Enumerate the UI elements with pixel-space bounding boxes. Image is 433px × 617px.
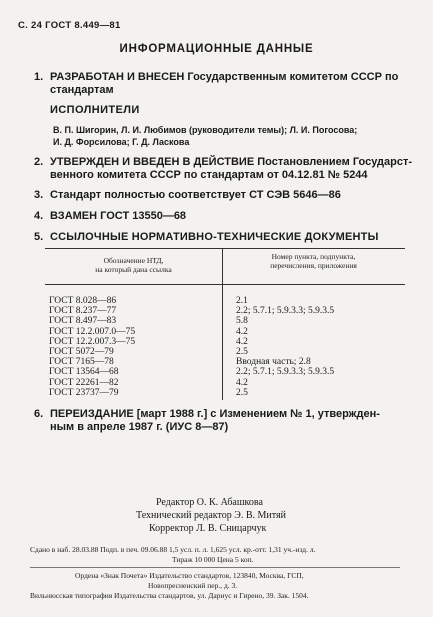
table-cell-reference: 2.2; 5.7.1; 5.9.3.3; 5.9.3.5 [236, 367, 335, 378]
section-1-line1: РАЗРАБОТАН И ВНЕСЕН Государственным комитетом СССР по [50, 71, 399, 83]
page-header: С. 24 ГОСТ 8.449—81 [18, 20, 121, 31]
table-header-col2-line2: перечисления, приложения [270, 261, 357, 270]
section-4-text: ВЗАМЕН ГОСТ 13550—68 [50, 210, 187, 222]
table-cell-reference: 2.5 [236, 347, 248, 357]
table-cell-document: ГОСТ 12.2.007.0—75 [49, 326, 136, 337]
table-cell-reference: 2.5 [236, 387, 248, 398]
section-6-number: 6. [34, 408, 44, 420]
imprint-line2: Тираж 10 000 Цена 5 коп. [172, 555, 254, 564]
table-top-rule [45, 248, 405, 249]
section-2-line2: венного комитета СССР по стандартам от 04.12.81 № 5244 [50, 169, 368, 181]
table-cell-reference: Вводная часть; 2.8 [236, 357, 311, 368]
section-2-line1: УТВЕРЖДЕН И ВВЕДЕН В ДЕЙСТВИЕ Постановлением Государст- [50, 156, 413, 168]
table-header-col1-line1: Обозначение НТД, [103, 256, 164, 265]
executors-heading: ИСПОЛНИТЕЛИ [50, 104, 140, 116]
table-cell-reference: 2.1 [236, 296, 248, 306]
table-cell-document: ГОСТ 7165—78 [49, 357, 114, 368]
section-2-number: 2. [34, 156, 44, 168]
proofreader-line: Корректор Л. В. Сницарчук [149, 523, 267, 534]
table-cell-document: ГОСТ 8.237—77 [49, 306, 117, 317]
table-cell-document: ГОСТ 8.497—83 [49, 316, 117, 327]
imprint-divider [30, 567, 400, 568]
page-title: ИНФОРМАЦИОННЫЕ ДАННЫЕ [119, 43, 314, 55]
table-cell-reference: 5.8 [236, 316, 248, 327]
table-cell-document: ГОСТ 22261—82 [49, 377, 119, 388]
table-cell-reference: 2.2; 5.7.1; 5.9.3.3; 5.9.3.5 [236, 306, 335, 317]
section-3-number: 3. [34, 189, 44, 201]
section-1-line2: стандартам [50, 84, 114, 96]
imprint-line4: Новопресненский пер., д. 3. [148, 581, 238, 590]
section-5-text: ССЫЛОЧНЫЕ НОРМАТИВНО-ТЕХНИЧЕСКИЕ ДОКУМЕНТЫ [50, 231, 379, 243]
executors-line1: В. П. Шигорин, Л. И. Любимов (руководители темы); Л. И. Погосова; [53, 125, 358, 135]
table-header-col2-line1: Номер пункта, подпункта, [271, 252, 356, 261]
section-4-number: 4. [34, 210, 44, 222]
table-cell-reference: 4.2 [236, 377, 248, 388]
table-cell-document: ГОСТ 12.2.007.3—75 [49, 336, 136, 347]
table-header-rule [45, 284, 405, 285]
imprint-line5: Вильнюсская типография Издательства стандартов, ул. Дариус и Гирено, 39. Зак. 1504. [30, 591, 309, 600]
table-cell-document: ГОСТ 13564—68 [49, 367, 119, 378]
section-3-text: Стандарт полностью соответствует СТ СЭВ 5646—86 [50, 189, 341, 201]
table-cell-document: ГОСТ 5072—79 [49, 347, 114, 357]
table-cell-document: ГОСТ 8.028—86 [49, 296, 117, 306]
executors-line2: И. Д. Форсилова; Г. Д. Ласкова [53, 137, 190, 147]
imprint-line3: Ордена «Знак Почета» Издательство стандартов, 123840, Москва, ГСП, [75, 571, 304, 580]
imprint-line1: Сдано в наб. 28.03.88 Подп. в печ. 09.06.88 1,5 усл. п. л. 1,625 усл. кр.-отт. 1,31 уч.-изд. л. [30, 545, 316, 554]
section-6-line2: ным в апреле 1987 г. (ИУС 8—87) [50, 421, 229, 433]
table-column-divider [222, 248, 223, 400]
table-cell-reference: 4.2 [236, 326, 248, 337]
table-header-col1-line2: на который дана ссылка [95, 265, 172, 274]
editor-line: Редактор О. К. Абашкова [156, 497, 263, 508]
table-cell-reference: 4.2 [236, 336, 248, 347]
section-1-number: 1. [34, 71, 44, 83]
section-6-line1: ПЕРЕИЗДАНИЕ [март 1988 г.] с Изменением № 1, утвержден- [50, 408, 380, 420]
tech-editor-line: Технический редактор Э. В. Митяй [136, 510, 286, 521]
table-cell-document: ГОСТ 23737—79 [49, 387, 119, 398]
section-5-number: 5. [34, 231, 44, 243]
